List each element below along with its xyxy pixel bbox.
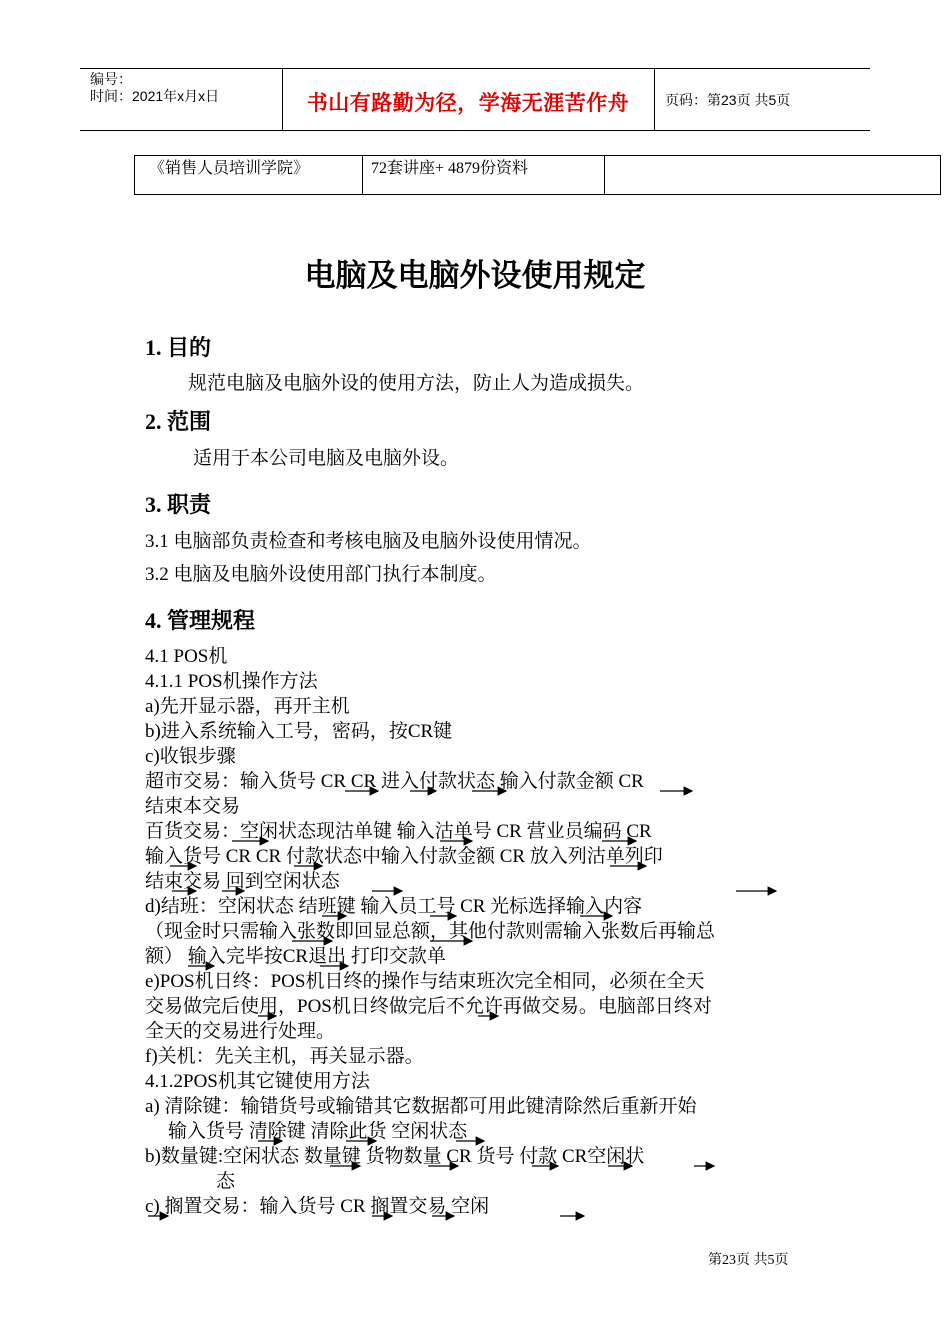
info-cell-training: 《销售人员培训学院》	[149, 160, 310, 177]
procedure-line: 全天的交易进行处理。	[145, 1021, 336, 1042]
procedure-line: 交易做完后使用，POS机日终做完后不允许再做交易。电脑部日终对	[145, 996, 712, 1017]
section-heading-scope: 2. 范围	[145, 409, 212, 434]
procedure-line: 百货交易：空闲状态现沽单键 输入沽单号 CR 营业员编码 CR	[145, 821, 652, 842]
procedure-line: d)结班：空闲状态 结班键 输入员工号 CR 光标选择输入内容	[145, 896, 643, 917]
document-title: 电脑及电脑外设使用规定	[304, 258, 646, 293]
procedure-line: 结束本交易	[145, 796, 241, 817]
info-cell-materials: 72套讲座+ 4879份资料	[371, 160, 529, 177]
procedure-line: （现金时只需输入张数即回显总额，其他付款则需输入张数后再输总	[145, 921, 716, 942]
section-text-responsibility-2: 3.2 电脑及电脑外设使用部门执行本制度。	[145, 564, 497, 585]
procedure-line: 4.1.1 POS机操作方法	[145, 671, 318, 692]
procedure-line: 态	[216, 1171, 236, 1192]
procedure-line: 超市交易：输入货号 CR CR 进入付款状态 输入付款金额 CR	[145, 771, 644, 792]
document-number-label: 编号：	[90, 71, 132, 87]
procedure-line: a) 清除键：输错货号或输错其它数据都可用此键清除然后重新开始	[145, 1096, 697, 1117]
procedure-line: 4.1.2POS机其它键使用方法	[145, 1071, 370, 1092]
section-heading-responsibility: 3. 职责	[145, 492, 212, 517]
section-heading-purpose: 1. 目的	[145, 335, 212, 360]
procedure-line: f)关机：先关主机，再关显示器。	[145, 1046, 424, 1067]
header-page-number: 页码：第23页 共5页	[665, 92, 791, 108]
footer-page-number: 第23页 共5页	[708, 1253, 789, 1268]
procedure-line: c) 搁置交易：输入货号 CR 搁置交易 空闲	[145, 1196, 490, 1217]
section-heading-procedures: 4. 管理规程	[145, 608, 256, 633]
procedure-line: b)进入系统输入工号，密码，按CR键	[145, 721, 453, 742]
section-text-scope: 适用于本公司电脑及电脑外设。	[193, 448, 460, 469]
section-text-responsibility-1: 3.1 电脑部负责检查和考核电脑及电脑外设使用情况。	[145, 531, 592, 552]
procedure-line: b)数量键:空闲状态 数量键 货物数量 CR 货号 付款 CR空闲状	[145, 1146, 645, 1167]
procedure-line: a)先开显示器，再开主机	[145, 696, 350, 717]
procedure-line: e)POS机日终：POS机日终的操作与结束班次完全相同，必须在全天	[145, 971, 705, 992]
procedure-line: 结束交易 回到空闲状态	[145, 871, 340, 892]
procedure-line: 4.1 POS机	[145, 646, 228, 667]
document-time-label: 时间：2021年x月x日	[90, 88, 220, 104]
procedure-line: c)收银步骤	[145, 746, 236, 767]
procedure-line: 额） 输入完毕按CR退出 打印交款单	[145, 946, 446, 967]
procedure-line: 输入货号 CR CR 付款状态中输入付款金额 CR 放入列沽单列印	[145, 846, 663, 867]
procedure-line: 输入货号 清除键 清除此货 空闲状态	[168, 1121, 468, 1142]
section-text-purpose: 规范电脑及电脑外设的使用方法，防止人为造成损失。	[188, 373, 645, 394]
header-motto: 书山有路勤为径，学海无涯苦作舟	[306, 92, 630, 115]
